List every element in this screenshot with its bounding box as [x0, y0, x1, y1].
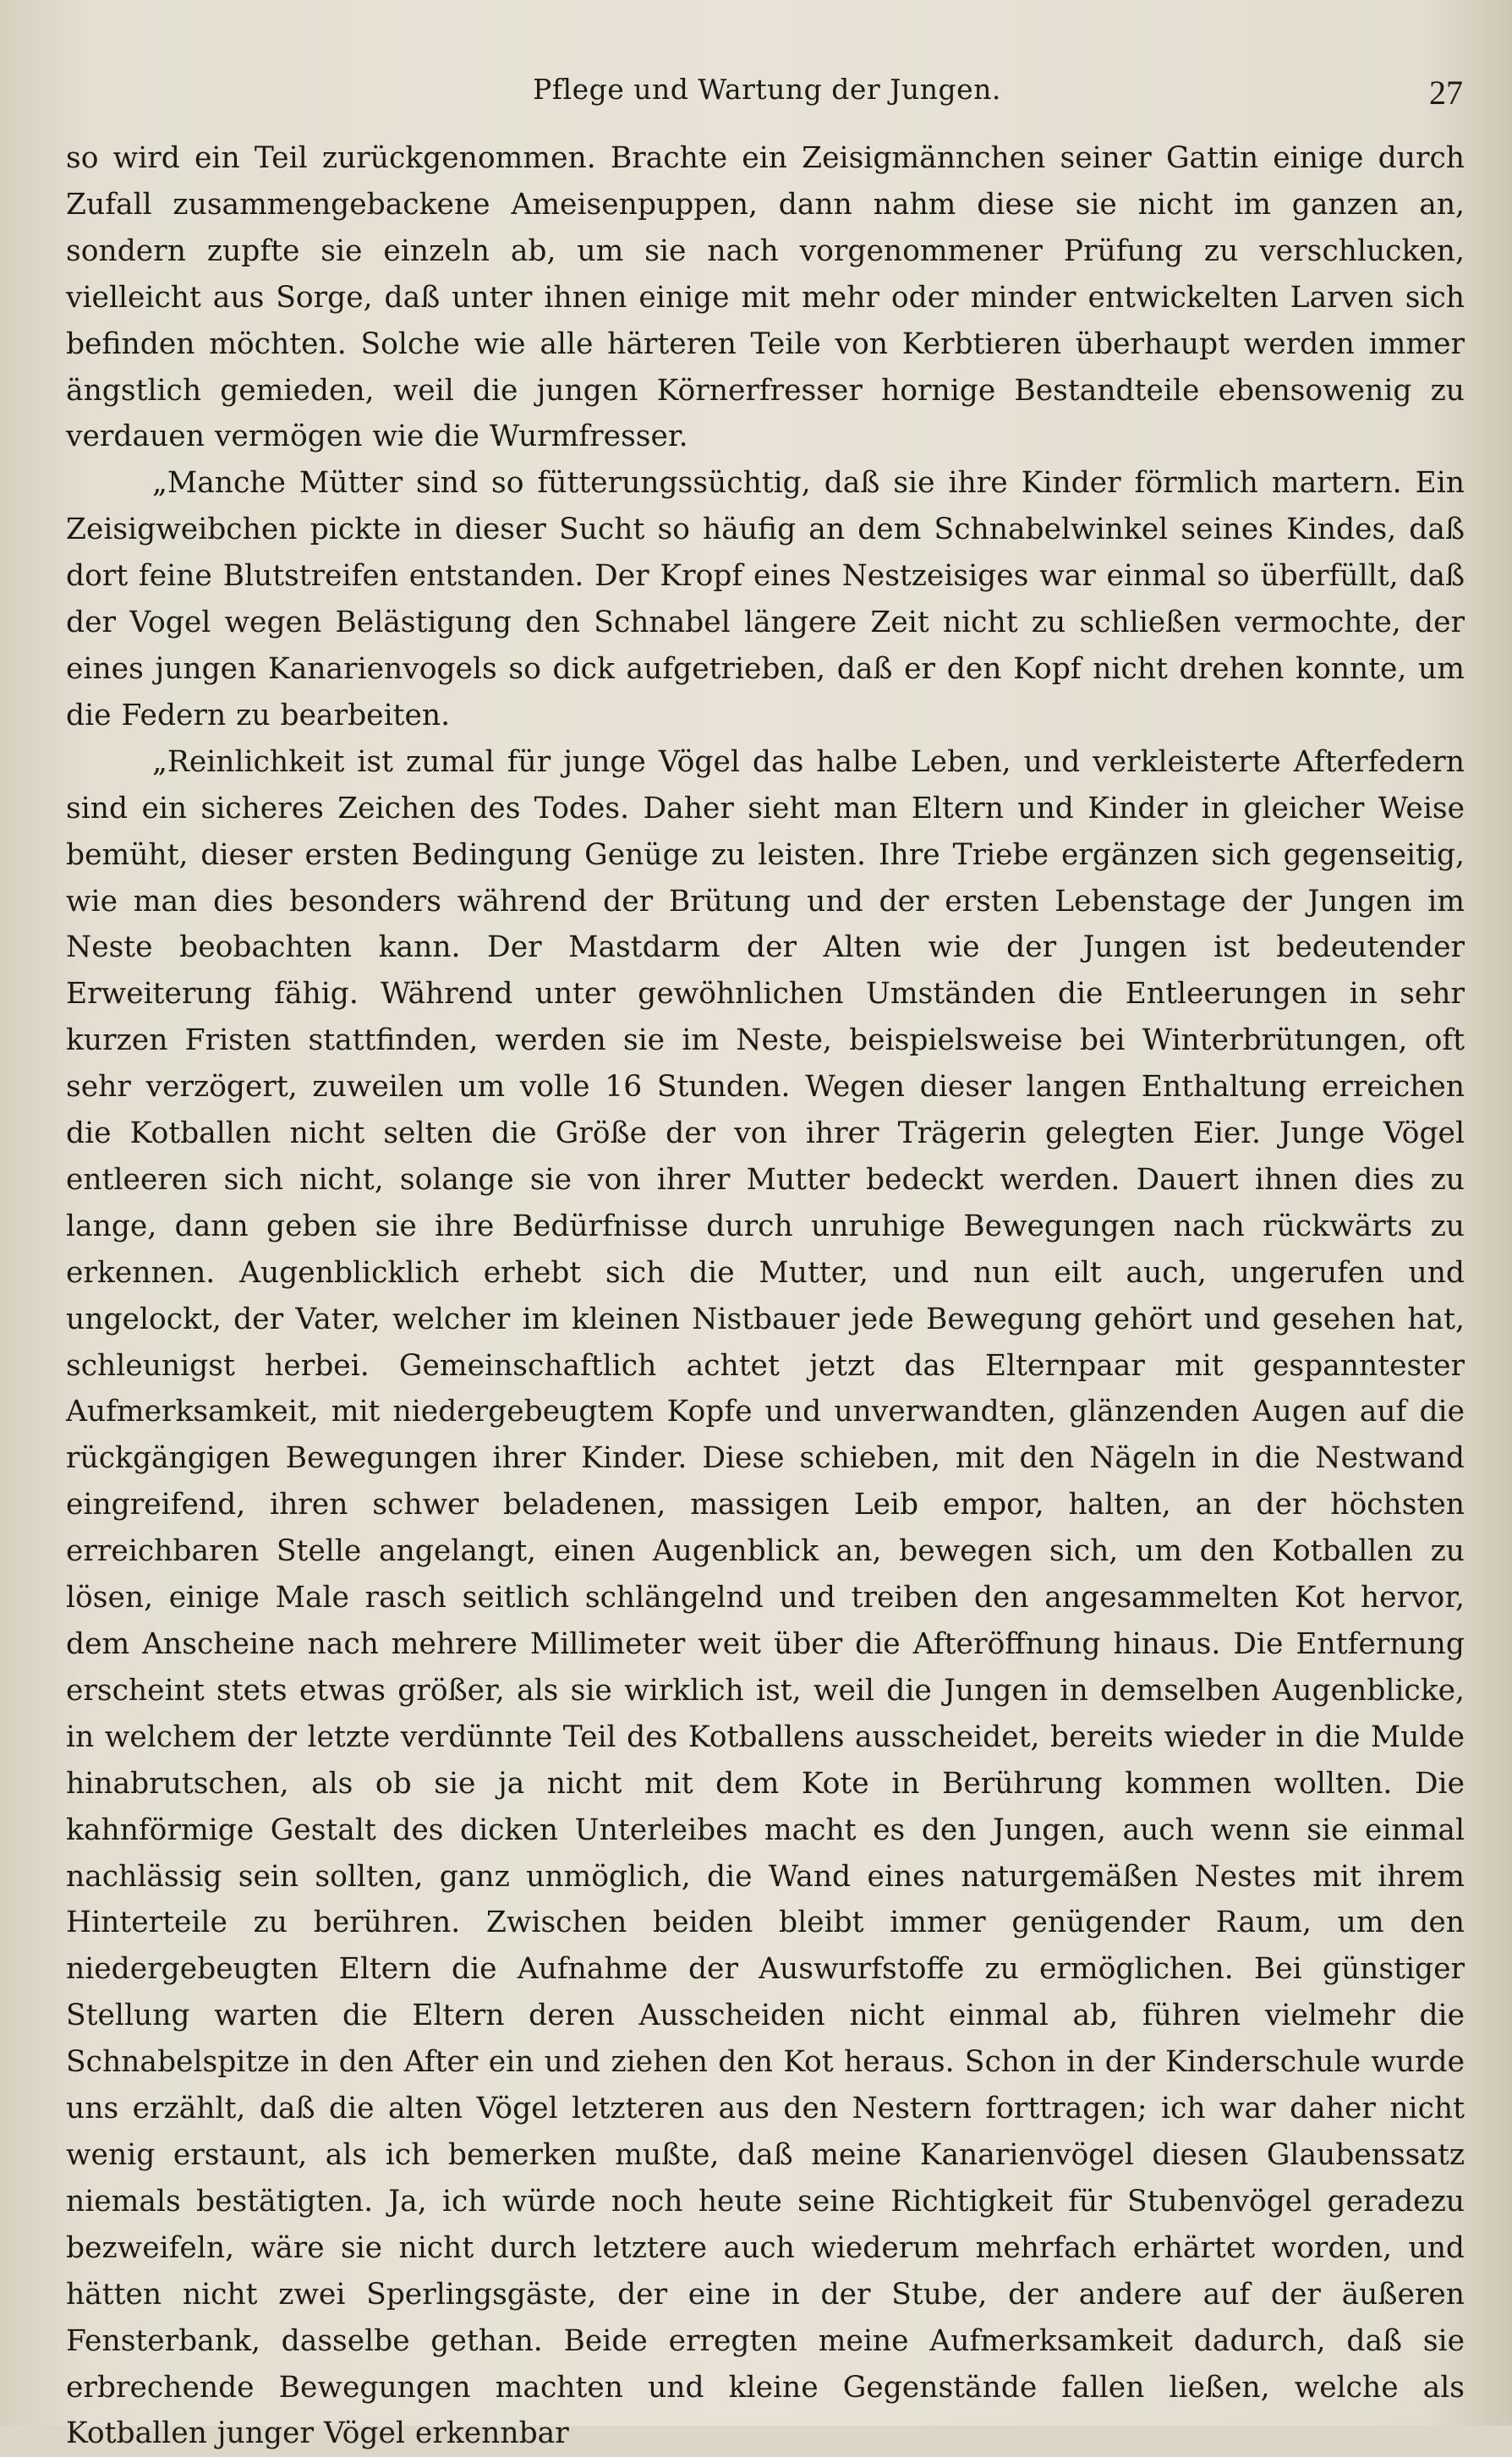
- paragraph-cleanliness: „Reinlichkeit ist zumal für junge Vögel das halbe Leben, und verkleisterte Afterfedern sind ein sicheres Zeichen des Todes. Daher sieht man Eltern und Kinder in gleicher Weise bemüht, dieser ersten Bedingung Genüge zu leisten. Ihre Triebe ergänzen sich gegenseitig, wie man dies besonders während der Brütung und der ersten Lebenstage der Jungen im Neste beobachten kann. Der Mastdarm der Alten wie der Jungen ist bedeutender Erweiterung fähig. Während unter gewöhnlichen Umständen die Entleerungen in sehr kurzen Fristen stattfinden, werden sie im Neste, beispielsweise bei Winterbrütungen, oft sehr verzögert, zuweilen um volle 16 Stunden. Wegen dieser langen Enthaltung erreichen die Kotballen nicht selten die Größe der von ihrer Trägerin gelegten Eier. Junge Vögel entleeren sich nicht, solange sie von ihrer Mutter bedeckt werden. Dauert ihnen dies zu lange, dann geben sie ihre Bedürfnisse durch unruhige Bewegungen nach rückwärts zu erkennen. Augenblicklich erhebt sich die Mutter, und nun eilt auch, ungerufen und ungelockt, der Vater, welcher im kleinen Nistbauer jede Bewegung gehört und gesehen hat, schleunigst herbei. Gemeinschaftlich achtet jetzt das Elternpaar mit gespanntester Aufmerksamkeit, mit niedergebeugtem Kopfe und unverwandten, glänzenden Augen auf die rückgängigen Bewegungen ihrer Kinder. Diese schieben, mit den Nägeln in die Nestwand eingreifend, ihren schwer beladenen, massigen Leib empor, halten, an der höchsten erreichbaren Stelle angelangt, einen Augenblick an, bewegen sich, um den Kotballen zu lösen, einige Male rasch seitlich schlängelnd und treiben den angesammelten Kot hervor, dem Anscheine nach mehrere Millimeter weit über die Afteröffnung hinaus. Die Entfernung erscheint stets etwas größer, als sie wirklich ist, weil die Jungen in demselben Augenblicke, in welchem der letzte verdünnte Teil des Kotballens ausscheidet, bereits wieder in die Mulde hinabrutschen, als ob sie ja nicht mit dem Kote in Berührung kommen wollten. Die kahnförmige Gestalt des dicken Unterleibes macht es den Jungen, auch wenn sie einmal nachlässig sein sollten, ganz unmöglich, die Wand eines naturgemäßen Nestes mit ihrem Hinterteile zu berühren. Zwischen beiden bleibt immer genügender Raum, um den niedergebeugten Eltern die Aufnahme der Auswurfstoffe zu ermöglichen. Bei günstiger Stellung warten die Eltern deren Ausscheiden nicht einmal ab, führen vielmehr die Schnabelspitze in den After ein und ziehen den Kot heraus. Schon in der Kinderschule wurde uns erzählt, daß die alten Vögel letzteren aus den Nestern forttragen; ich war daher nicht wenig erstaunt, als ich bemerken mußte, daß meine Kanarienvögel diesen Glaubenssatz niemals bestätigten. Ja, ich würde noch heute seine Richtigkeit für Stubenvögel geradezu bezweifeln, wäre sie nicht durch letztere auch wiederum mehrfach erhärtet worden, und hätten nicht zwei Sperlingsgäste, der eine in der Stube, der andere auf der äußeren Fensterbank, dasselbe gethan. Beide erregten meine Aufmerksamkeit dadurch, daß sie erbrechende Bewegungen machten und kleine Gegenstände fallen ließen, welche als Kotballen junger Vögel erkennbar: [66, 744, 1465, 2451]
- body-text: [66, 135, 1465, 2457]
- running-title: Pflege und Wartung der Jungen.: [533, 73, 1001, 106]
- paragraph-feeding: „Manche Mütter sind so fütterungssüchtig, daß sie ihre Kinder förmlich martern. Ein Zeisigweibchen pickte in dieser Sucht so häufig an dem Schnabelwinkel seines Kindes, daß dort feine Blutstreifen entstanden. Der Kropf eines Nestzeisiges war einmal so überfüllt, daß der Vogel wegen Belästigung den Schnabel längere Zeit nicht zu schließen vermochte, der eines jungen Kanarienvogels so dick aufgetrieben, daß er den Kopf nicht drehen konnte, um die Federn zu bearbeiten.: [66, 466, 1465, 732]
- page-number: 27: [1429, 74, 1463, 112]
- paragraph-continuation: so wird ein Teil zurückgenommen. Brachte ein Zeisigmännchen seiner Gattin einige durch Zufall zusammengebackene Ameisenpuppen, dann nahm diese sie nicht im ganzen an, sondern zupfte sie einzeln ab, um sie nach vorgenommener Prüfung zu verschlucken, vielleicht aus Sorge, daß unter ihnen einige mit mehr oder minder entwickelten Larven sich befinden möchten. Solche wie alle härteren Teile von Kerbtieren überhaupt werden immer ängstlich gemieden, weil die jungen Körnerfresser hornige Bestandteile ebensowenig zu verdauen vermögen wie die Wurmfresser.: [66, 141, 1465, 454]
- page-header: [66, 73, 1468, 123]
